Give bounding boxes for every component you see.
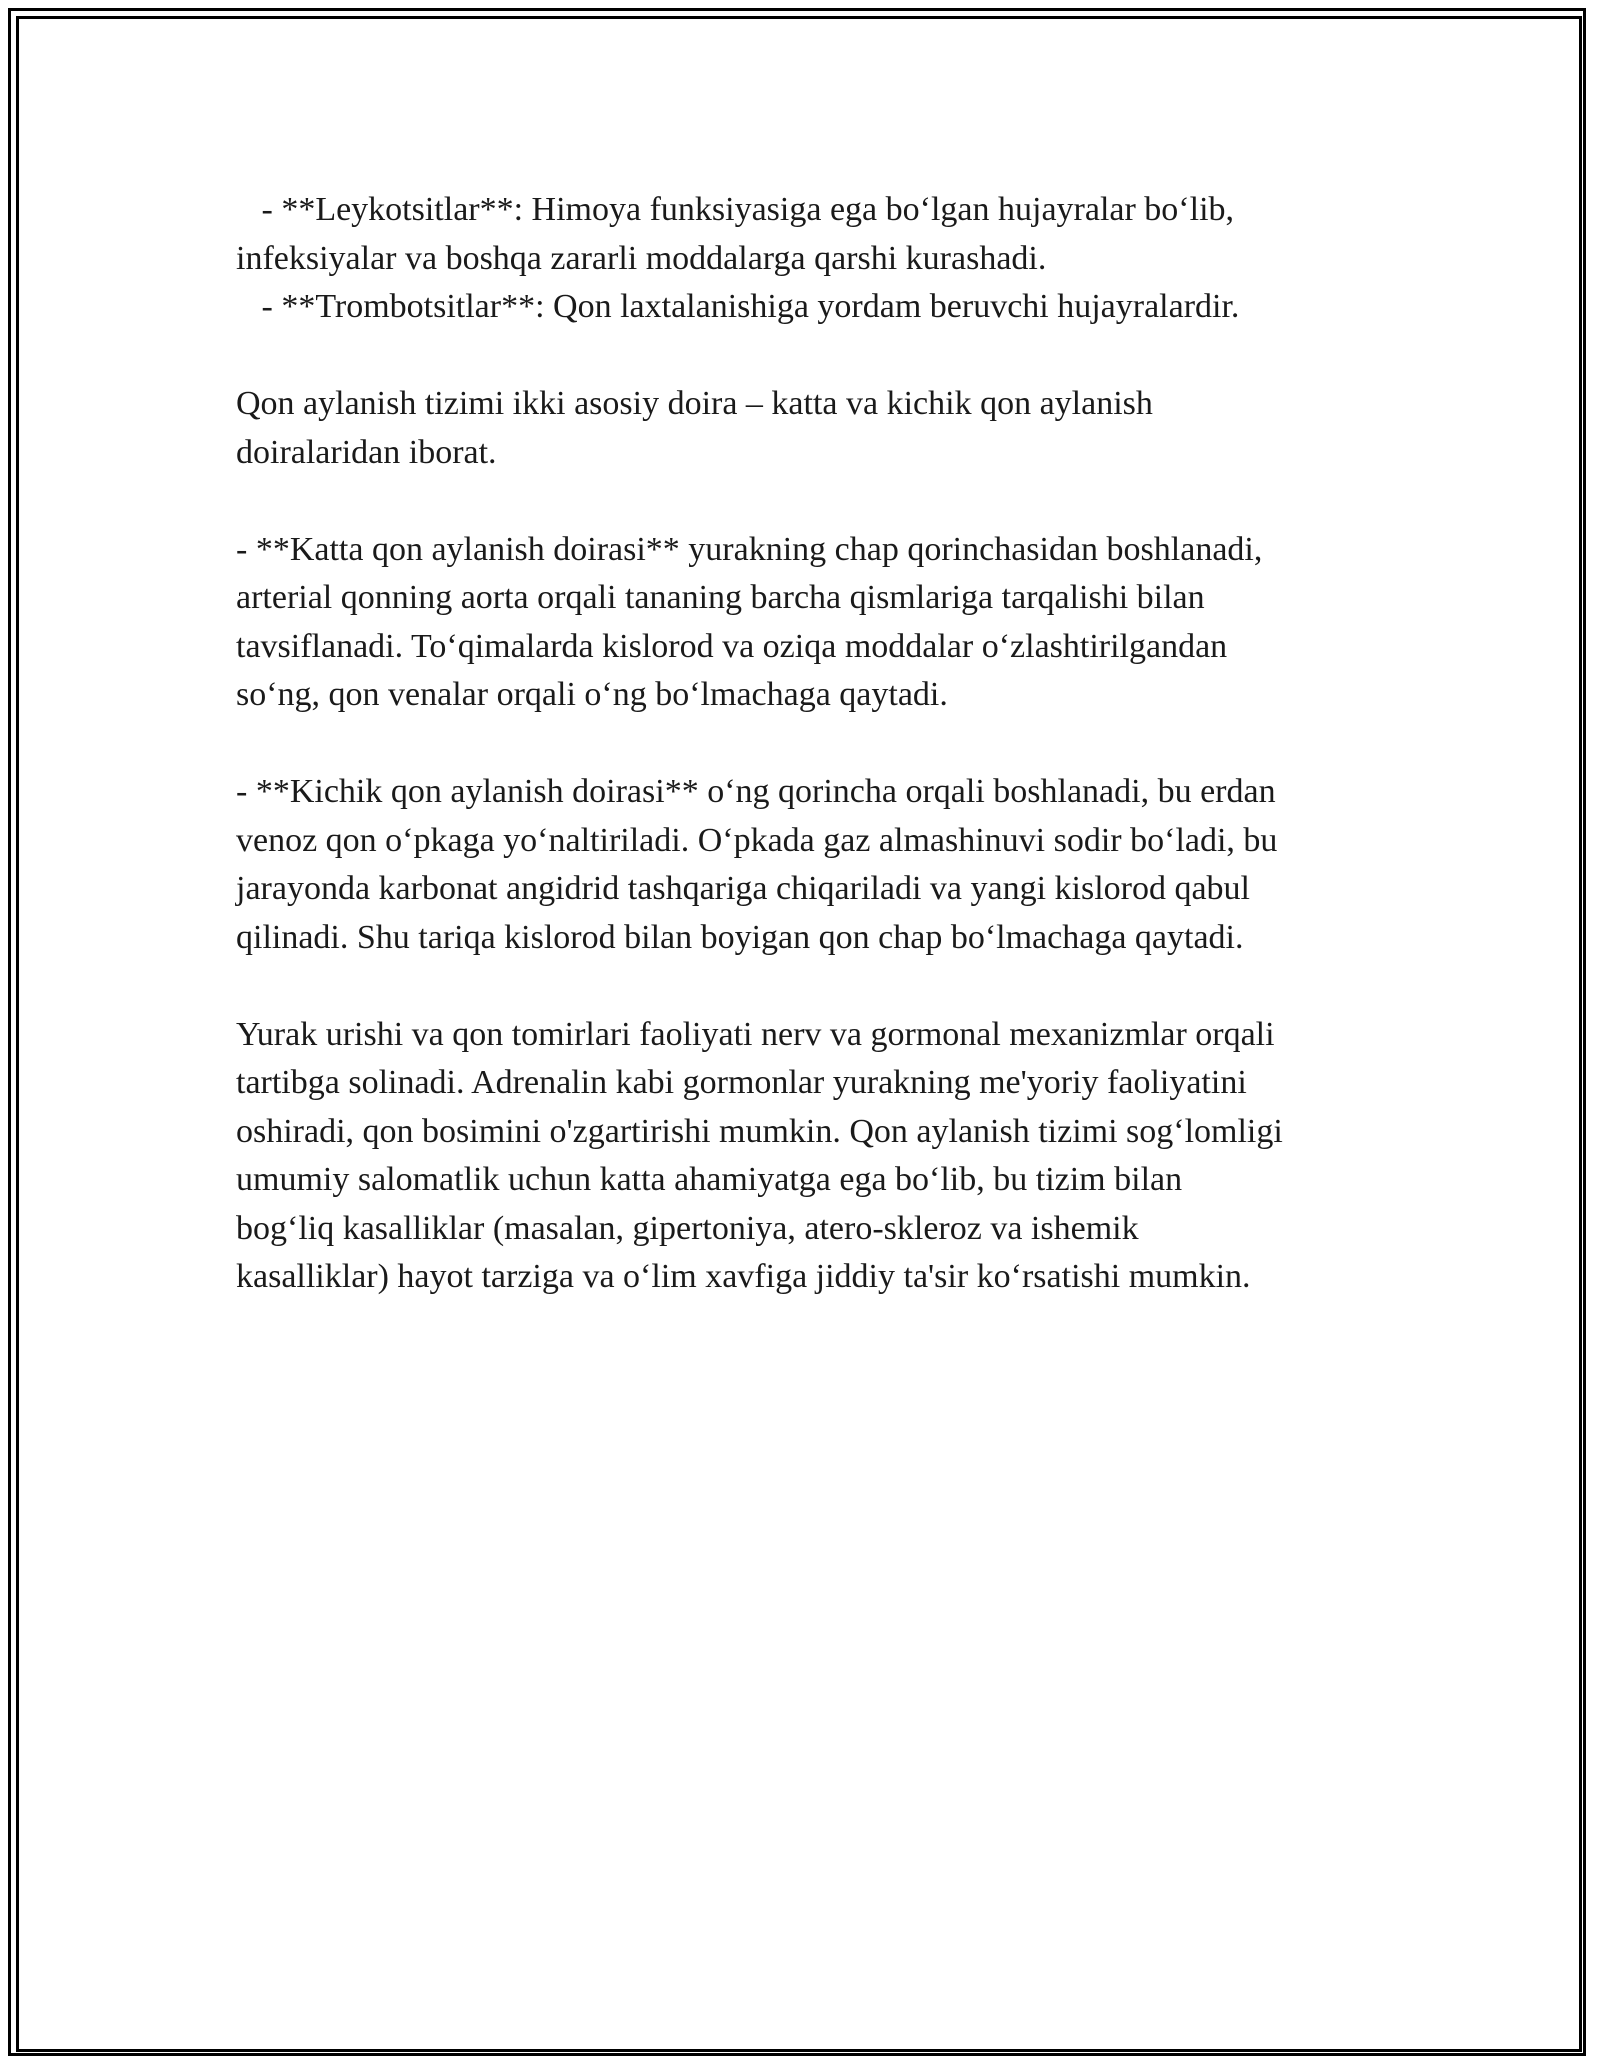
paragraph-gap — [236, 477, 1386, 526]
text-line: tavsiflanadi. To‘qimalarda kislorod va oziqa moddalar o‘zlashtirilgandan — [236, 627, 1228, 665]
text-line: venoz qon o‘pkaga yo‘naltiriladi. O‘pkada gaz almashinuvi sodir bo‘ladi, bu — [236, 821, 1278, 859]
paragraph-gap — [236, 962, 1386, 1011]
text-line: umumiy salomatlik uchun katta ahamiyatga ega bo‘lib, bu tizim bilan — [236, 1161, 1183, 1198]
text-line: kasalliklar) hayot tarziga va o‘lim xavfiga jiddiy ta'sir ko‘rsatishi mumkin. — [236, 1258, 1251, 1295]
paragraph-blood-cells — [236, 186, 1386, 332]
paragraph-circulation-overview — [236, 380, 1386, 477]
paragraph-gap — [236, 720, 1386, 769]
text-line: bog‘liq kasalliklar (masalan, gipertoniya, atero-skleroz va ishemik — [236, 1209, 1139, 1247]
text-line: doiralaridan iborat. — [236, 433, 497, 471]
text-line: qilinadi. Shu tariqa kislorod bilan boyigan qon chap bo‘lmachaga qaytadi. — [236, 918, 1244, 956]
paragraph-systemic-circulation — [236, 526, 1386, 720]
text-line: - **Kichik qon aylanish doirasi** o‘ng qorincha orqali boshlanadi, bu erdan — [236, 773, 1276, 810]
text-line: so‘ng, qon venalar orqali o‘ng bo‘lmachaga qaytadi. — [236, 676, 948, 713]
paragraph-gap — [236, 332, 1386, 381]
text-line: arterial qonning aorta orqali tananing barcha qismlariga tarqalishi bilan — [236, 579, 1205, 616]
text-line: tartibga solinadi. Adrenalin kabi gormonlar yurakning me'yoriy faoliyatini — [236, 1064, 1247, 1101]
paragraph-pulmonary-circulation — [236, 768, 1386, 962]
text-line: Qon aylanish tizimi ikki asosiy doira – katta va kichik qon aylanish — [236, 385, 1153, 422]
text-line: jarayonda karbonat angidrid tashqariga chiqariladi va yangi kislorod qabul — [236, 870, 1251, 907]
document-body — [236, 186, 1386, 1302]
text-line: oshiradi, qon bosimini o'zgartirishi mumkin. Qon aylanish tizimi sog‘lomligi — [236, 1112, 1283, 1150]
text-line: - **Katta qon aylanish doirasi** yurakning chap qorinchasidan boshlanadi, — [236, 530, 1263, 568]
text-line: infeksiyalar va boshqa zararli moddalarga qarshi kurashadi. — [236, 239, 1047, 277]
text-line: - **Leykotsitlar**: Himoya funksiyasiga ega bo‘lgan hujayralar bo‘lib, — [236, 191, 1235, 228]
text-line: Yurak urishi va qon tomirlari faoliyati nerv va gormonal mexanizmlar orqali — [236, 1015, 1275, 1053]
text-line: - **Trombotsitlar**: Qon laxtalanishiga yordam beruvchi hujayralardir. — [236, 288, 1240, 325]
paragraph-regulation — [236, 1011, 1386, 1302]
